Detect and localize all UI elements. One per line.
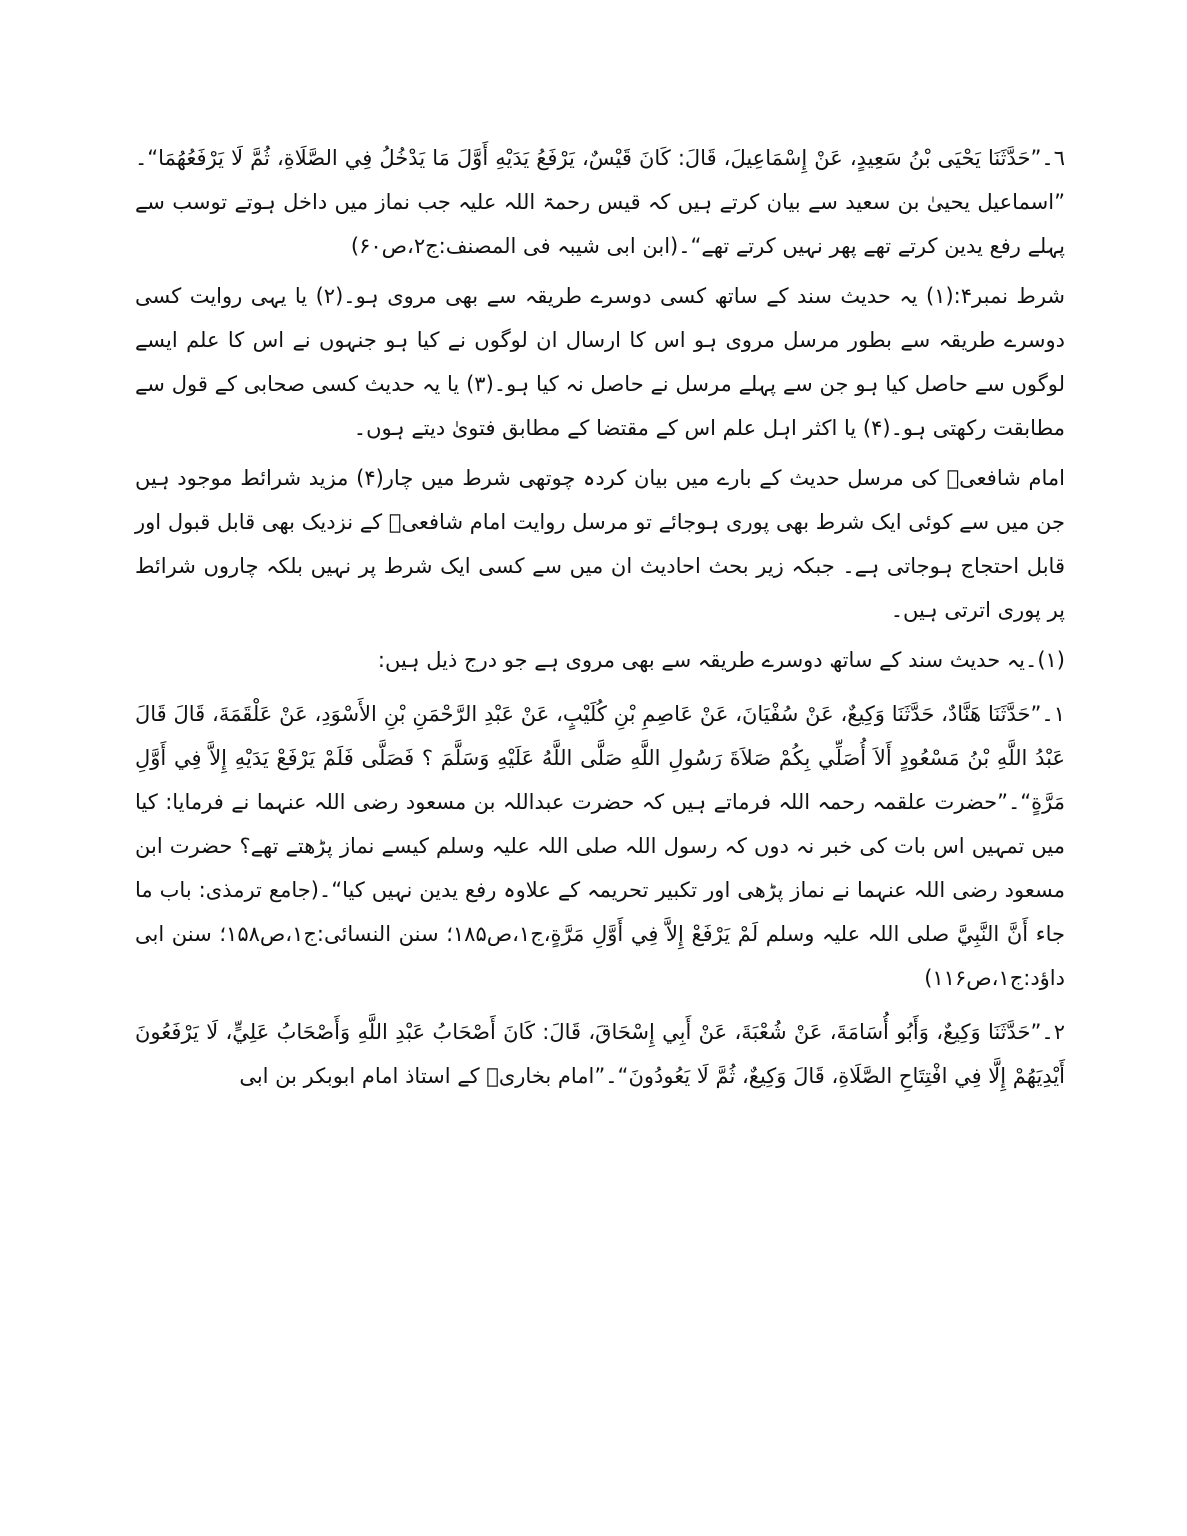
section-1-heading: (۱)۔یہ حدیث سند کے ساتھ دوسرے طریقہ سے بھی مروی ہے جو درج ذیل ہیں: — [377, 648, 1065, 672]
hadith-2-abu-ishaq-paragraph: ۲۔”حَدَّثَنَا وَكِيعٌ، وَأَبُو أُسَامَةَ، عَنْ شُعْبَةَ، عَنْ أَبِي إِسْحَاقَ، قَالَ: كَانَ أَصْحَابُ عَبْدِ اللَّهِ وَأَصْحَابُ عَلِيٍّ، لَا يَرْفَعُونَ أَيْدِيَهُمْ إِلَّا فِي افْتِتَاحِ الصَّلَاةِ، قَالَ وَكِيعٌ، ثُمَّ لَا يَعُودُونَ“۔”امام بخاریؒ کے استاذ امام ابوبکر بن ابی — [135, 1020, 1065, 1088]
hadith-1-alqamah-paragraph: ۱۔”حَدَّثَنَا هَنَّادٌ، حَدَّثَنَا وَكِيعٌ، عَنْ سُفْيَانَ، عَنْ عَاصِمِ بْنِ كُلَيْبٍ، عَنْ عَبْدِ الرَّحْمَنِ بْنِ الأَسْوَدِ، عَنْ عَلْقَمَةَ، قَالَ قَالَ عَبْدُ اللَّهِ بْنُ مَسْعُودٍ أَلاَ أُصَلِّي بِكُمْ صَلاَةَ رَسُولِ اللَّهِ صَلَّى اللَّهُ عَلَيْهِ وَسَلَّمَ ؟ فَصَلَّى فَلَمْ يَرْفَعْ يَدَيْهِ إِلاَّ فِي أَوَّلِ مَرَّةٍ“۔”حضرت علقمہ رحمہ اللہ فرماتے ہیں کہ حضرت عبداللہ بن مسعود رضی اللہ عنہما نے فرمایا: کیا میں تمہیں اس بات کی خبر نہ دوں کہ رسول اللہ صلی اللہ علیہ وسلم کیسے نماز پڑھتے تھے؟ حضرت ابن مسعود رضی اللہ عنہما نے نماز پڑھی اور تکبیر تحریمہ کے علاوہ رفع یدین نہیں کیا“۔(جامع ترمذی: باب ما جاء أَنَّ النَّبِيَّ صلی اللہ علیہ وسلم لَمْ يَرْفَعْ إِلاَّ فِي أَوَّلِ مَرَّةٍ،ج۱،ص۱۸۵؛ سنن النسائی:ج۱،ص۱۵۸؛ سنن ابی داؤد:ج۱،ص۱۱۶) — [135, 702, 1065, 990]
imam-shafii-conditions-paragraph: امام شافعیؒ کی مرسل حدیث کے بارے میں بیان کردہ چوتھی شرط میں چار(۴) مزید شرائط موجود ہیں جن میں سے کوئی ایک شرط بھی پوری ہوجائے تو مرسل روایت امام شافعیؒ کے نزدیک بھی قابل قبول اور قابل احتجاج ہوجاتی ہے۔ جبکہ زیر بحث احادیث ان میں سے کسی ایک شرط پر نہیں بلکہ چاروں شرائط پر پوری اترتی ہیں۔ — [135, 466, 1065, 622]
condition-4-paragraph: شرط نمبر۴:(۱) یہ حدیث سند کے ساتھ کسی دوسرے طریقہ سے بھی مروی ہو۔(۲) یا یہی روایت کسی دوسرے طریقہ سے بطور مرسل مروی ہو اس کا ارسال ان لوگوں نے کیا ہو جنہوں نے اس کا علم ایسے لوگوں سے حاصل کیا ہو جن سے پہلے مرسل نے حاصل نہ کیا ہو۔(۳) یا یہ حدیث کسی صحابی کے قول سے مطابقت رکھتی ہو۔(۴) یا اکثر اہل علم اس کے مقتضا کے مطابق فتویٰ دیتے ہوں۔ — [135, 284, 1065, 440]
urdu-text-body — [135, 136, 1065, 1104]
hadith-6-qais-paragraph: ٦۔”حَدَّثَنَا يَحْيَى بْنُ سَعِيدٍ، عَنْ إِسْمَاعِيلَ، قَالَ: كَانَ قَيْسٌ، يَرْفَعُ يَدَيْهِ أَوَّلَ مَا يَدْخُلُ فِي الصَّلَاةِ، ثُمَّ لَا يَرْفَعُهُمَا“۔ ”اسماعیل یحییٰ بن سعید سے بیان کرتے ہیں کہ قیس رحمۃ اللہ علیہ جب نماز میں داخل ہوتے توسب سے پہلے رفع یدین کرتے تھے پھر نہیں کرتے تھے“۔(ابن ابی شیبہ فی المصنف:ج۲،ص۶۰) — [135, 146, 1065, 258]
